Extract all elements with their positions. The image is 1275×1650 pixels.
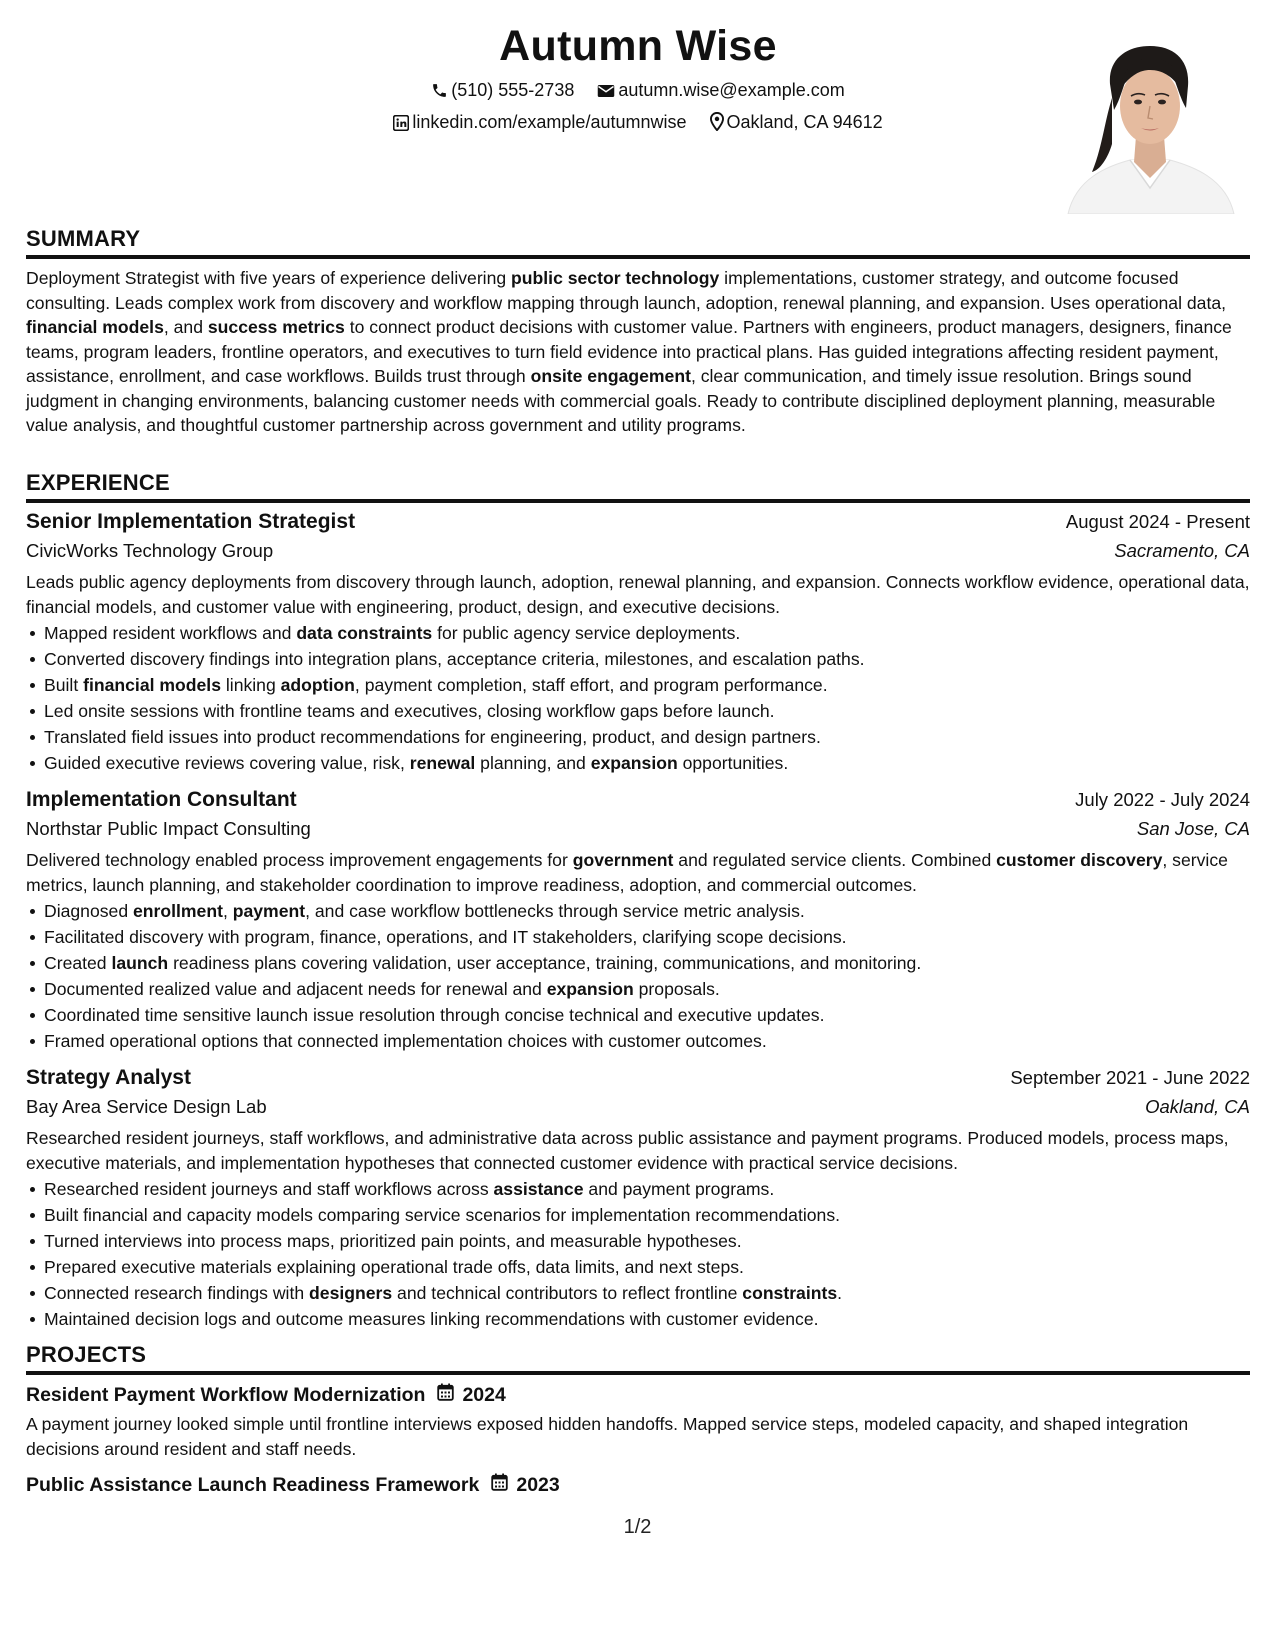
bullet-item: Connected research findings with designers and technical contributors to reflect frontline constraints. <box>44 1280 1250 1306</box>
location-text: Oakland, CA 94612 <box>726 112 883 132</box>
job-title: Strategy Analyst <box>26 1066 191 1089</box>
job-company: Bay Area Service Design Lab <box>26 1096 267 1117</box>
bullet-item: Built financial models linking adoption, payment completion, staff effort, and program performance. <box>44 672 1250 698</box>
email-item[interactable] <box>597 80 844 101</box>
job-dates: September 2021 - June 2022 <box>1010 1067 1250 1088</box>
job-entry <box>26 1066 1250 1332</box>
profile-photo <box>1058 38 1242 214</box>
bullet-item: Translated field issues into product recommendations for engineering, product, and design partners. <box>44 724 1250 750</box>
project-name: Public Assistance Launch Readiness Framework <box>26 1473 480 1496</box>
linkedin-icon <box>393 115 409 131</box>
job-description: Researched resident journeys, staff workflows, and administrative data across public assistance and payment programs. Produced models, process maps, executive materials, and implementation hypotheses that connected customer evidence with practical service decisions. <box>26 1128 1229 1173</box>
summary-text-5: , clear communication, and timely issue resolution. Brings sound judgment in changing environments, balancing customer needs with commercial goals. Ready to contribute disciplined deployment planning, measurable value analysis, and thoughtful customer partnership across government and utility programs. <box>26 366 1216 435</box>
job-bullets <box>26 1176 1250 1332</box>
job-dates: July 2022 - July 2024 <box>1075 789 1250 810</box>
bullet-item: Prepared executive materials explaining operational trade offs, data limits, and next steps. <box>44 1254 1250 1280</box>
calendar-icon <box>491 1473 508 1497</box>
bullet-item: Facilitated discovery with program, finance, operations, and IT stakeholders, clarifying scope decisions. <box>44 924 1250 950</box>
job-title: Implementation Consultant <box>26 788 297 811</box>
summary-text-4: to connect product decisions with customer value. Partners with engineers, product managers, designers, finance teams, program leaders, frontline operators, and executives to turn field evidence into practical plans. Has guided integrations affecting resident payment, assistance, enrollment, and case workflows. Builds trust through <box>26 317 1232 386</box>
bullet-item: Led onsite sessions with frontline teams and executives, closing workflow gaps before launch. <box>44 698 1250 724</box>
experience-heading: EXPERIENCE <box>26 470 1250 503</box>
calendar-icon <box>437 1383 454 1407</box>
project-name: Resident Payment Workflow Modernization <box>26 1383 426 1406</box>
summary-text-3: , and <box>163 317 208 337</box>
projects-section <box>26 1342 1250 1497</box>
job-description: Delivered technology enabled process improvement engagements for government and regulated service clients. Combined customer discovery, service metrics, launch planning, and stakeholder coordination to improve readiness, adoption, and commercial outcomes. <box>26 850 1228 895</box>
job-entry <box>26 788 1250 1054</box>
job-location: San Jose, CA <box>1136 818 1250 839</box>
summary-bold-4: onsite engagement <box>530 366 691 386</box>
summary-section <box>26 226 1250 438</box>
summary-text-2: implementations, customer strategy, and outcome focused consulting. Leads complex work from discovery and workflow mapping through launch, adoption, renewal planning, and expansion. Uses operational data, <box>26 268 1227 313</box>
bullet-item: Created launch readiness plans covering validation, user acceptance, training, communications, and monitoring. <box>44 950 1250 976</box>
bullet-item: Documented realized value and adjacent needs for renewal and expansion proposals. <box>44 976 1250 1002</box>
summary-text <box>26 266 1250 438</box>
bullet-item: Guided executive reviews covering value, risk, renewal planning, and expansion opportunities. <box>44 750 1250 776</box>
project-entry <box>26 1473 1250 1497</box>
resume-header <box>26 20 1250 220</box>
job-company: Northstar Public Impact Consulting <box>26 818 311 839</box>
phone-item[interactable] <box>431 80 574 101</box>
job-description: Leads public agency deployments from discovery through launch, adoption, renewal planning, and expansion. Connects workflow evidence, operational data, financial models, and customer value with engineering, product, design, and executive decisions. <box>26 572 1250 617</box>
experience-section <box>26 470 1250 1332</box>
job-dates: August 2024 - Present <box>1065 511 1250 532</box>
job-location: Sacramento, CA <box>1114 540 1250 561</box>
linkedin-text: linkedin.com/example/autumnwise <box>412 112 687 132</box>
location-item <box>710 112 883 133</box>
page-number: 1/2 <box>623 1516 652 1538</box>
project-description: A payment journey looked simple until frontline interviews exposed hidden handoffs. Mapped service steps, modeled capacity, and shaped integration decisions around resident and staff needs. <box>26 1414 1189 1459</box>
phone-text: (510) 555-2738 <box>451 80 575 100</box>
job-bullets <box>26 620 1250 776</box>
job-company: CivicWorks Technology Group <box>26 540 274 561</box>
bullet-item: Diagnosed enrollment, payment, and case workflow bottlenecks through service metric analysis. <box>44 898 1250 924</box>
candidate-name: Autumn Wise <box>499 22 777 70</box>
projects-heading: PROJECTS <box>26 1342 1250 1375</box>
project-entry <box>26 1383 1250 1461</box>
bullet-item: Turned interviews into process maps, prioritized pain points, and measurable hypotheses. <box>44 1228 1250 1254</box>
summary-bold-1: public sector technology <box>511 268 720 288</box>
bullet-item: Built financial and capacity models comparing service scenarios for implementation recommendations. <box>44 1202 1250 1228</box>
phone-icon <box>431 82 448 99</box>
bullet-item: Framed operational options that connected implementation choices with customer outcomes. <box>44 1028 1250 1054</box>
job-bullets <box>26 898 1250 1054</box>
bullet-item: Converted discovery findings into integration plans, acceptance criteria, milestones, and escalation paths. <box>44 646 1250 672</box>
envelope-icon <box>597 83 615 99</box>
summary-bold-2: financial models <box>26 317 164 337</box>
summary-text-1: Deployment Strategist with five years of experience delivering <box>26 268 512 288</box>
summary-heading: SUMMARY <box>26 226 1250 259</box>
job-title: Senior Implementation Strategist <box>26 510 356 533</box>
job-entry <box>26 510 1250 776</box>
linkedin-item[interactable] <box>393 112 686 133</box>
project-year: 2023 <box>516 1473 560 1496</box>
map-pin-icon <box>710 112 724 131</box>
email-text: autumn.wise@example.com <box>618 80 845 100</box>
bullet-item: Maintained decision logs and outcome measures linking recommendations with customer evidence. <box>44 1306 1250 1332</box>
bullet-item: Researched resident journeys and staff workflows across assistance and payment programs. <box>44 1176 1250 1202</box>
project-year: 2024 <box>462 1383 506 1406</box>
summary-bold-3: success metrics <box>207 317 345 337</box>
bullet-item: Mapped resident workflows and data constraints for public agency service deployments. <box>44 620 1250 646</box>
bullet-item: Coordinated time sensitive launch issue resolution through concise technical and executive updates. <box>44 1002 1250 1028</box>
job-location: Oakland, CA <box>1145 1096 1250 1117</box>
